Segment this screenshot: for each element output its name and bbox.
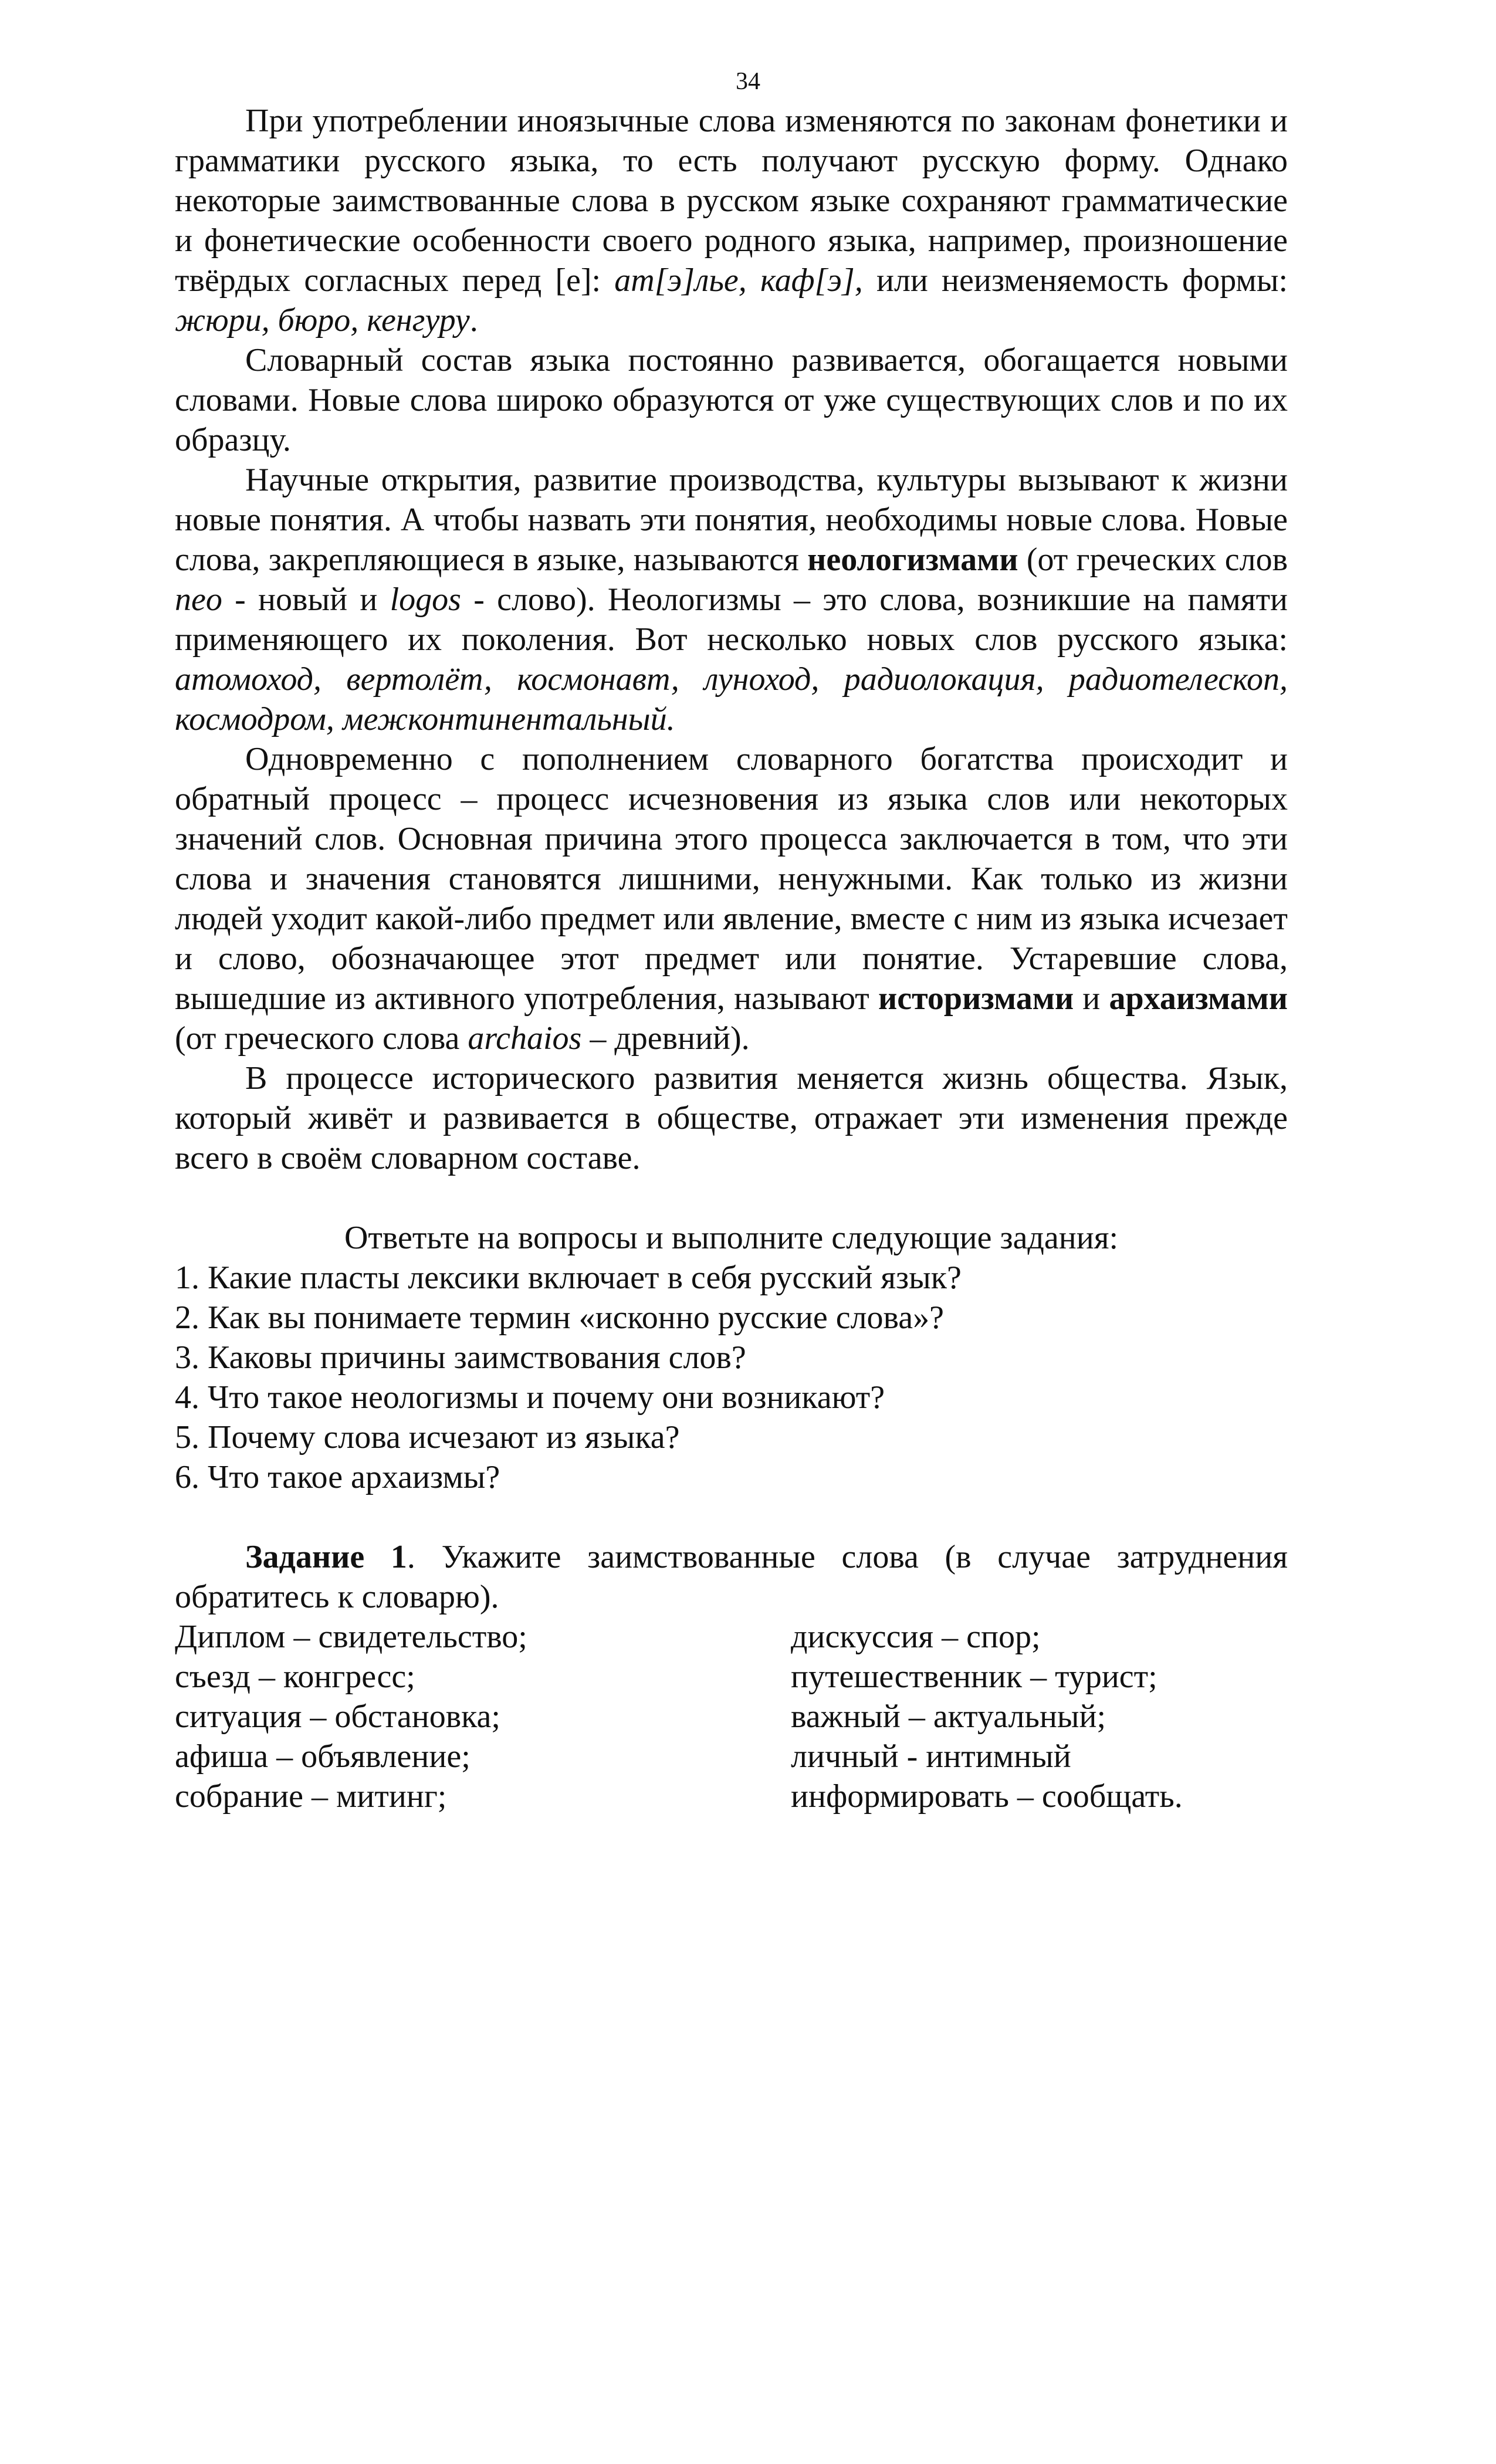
word-pair: важный – актуальный;	[791, 1698, 1106, 1735]
paragraph-borrowed-words	[175, 101, 1288, 340]
italic-term: logos	[390, 581, 461, 618]
page-number: 34	[736, 68, 760, 95]
text-run: Одновременно с пополнением словарного богатства происходит и обратный процесс – процесс исчезновения из языка слов или некоторых значений слов. Основная причина этого процесса заключается в том, что эти слова и значения становятся лишними, ненужными. Как только из жизни людей уходит какой-либо предмет или явление, вместе с ним из языка исчезает и слово, обозначающее этот предмет или понятие. Устаревшие слова, вышедшие из активного употребления, называют	[175, 741, 1288, 1017]
word-pair: личный - интимный	[791, 1738, 1071, 1775]
word-pair: афиша – объявление;	[175, 1738, 471, 1775]
word-pair: дискуссия – спор;	[791, 1619, 1041, 1655]
question-item: 4. Что такое неологизмы и почему они возникают?	[175, 1379, 885, 1416]
text-run: - новый и	[222, 581, 390, 618]
word-pair: Диплом – свидетельство;	[175, 1619, 527, 1655]
italic-example-list: атомоход, вертолёт, космонавт, луноход, радиолокация, радиотелескоп, космодром, межконтинентальный.	[175, 661, 1288, 737]
text-run: или неизменяемость формы:	[862, 262, 1288, 299]
question-item: 6. Что такое архаизмы?	[175, 1459, 500, 1495]
italic-term: archaios	[468, 1020, 582, 1057]
text-run: . Укажите заимствованные слова (в случае затруднения обратитесь к словарю).	[175, 1539, 1288, 1615]
term-historisms: историзмами	[878, 980, 1074, 1017]
paragraph-historical-development: В процессе исторического развития меняется жизнь общества. Язык, который живёт и развивается в обществе, отражает эти изменения прежде всего в своём словарном составе.	[175, 1060, 1288, 1176]
word-pair: съезд – конгресс;	[175, 1659, 415, 1695]
paragraph-vocabulary-development: Словарный состав языка постоянно развивается, обогащается новыми словами. Новые слова широко образуются от уже существующих слов и по их образцу.	[175, 342, 1288, 458]
term-neologisms: неологизмами	[807, 541, 1018, 578]
task-1-label: Задание 1	[245, 1539, 407, 1575]
word-pair: ситуация – обстановка;	[175, 1698, 500, 1735]
questions-title: Ответьте на вопросы и выполните следующие задания:	[344, 1220, 1119, 1256]
word-pair: собрание – митинг;	[175, 1778, 447, 1815]
term-archaisms: архаизмами	[1109, 980, 1288, 1017]
text-run: и	[1074, 980, 1109, 1017]
question-item: 5. Почему слова исчезают из языка?	[175, 1419, 680, 1456]
text-run: (от греческого слова	[175, 1020, 468, 1057]
task-1-word-list	[175, 1617, 1288, 1816]
italic-example: жюри, бюро, кенгуру	[175, 302, 470, 339]
page-content	[175, 101, 1288, 1816]
italic-example: ат[э]лье, каф[э],	[614, 262, 863, 299]
text-run: .	[469, 302, 478, 339]
word-pair: информировать – сообщать.	[791, 1778, 1183, 1815]
text-run: - слово). Неологизмы – это слова, возникшие на памяти применяющего их поколения. Вот несколько новых слов русского языка:	[175, 581, 1288, 658]
text-run: Научные открытия, развитие производства, культуры вызывают к жизни новые понятия. А чтобы назвать эти понятия, необходимы новые слова. Новые слова, закрепляющиеся в языке, называются	[175, 462, 1288, 578]
task-1-instruction	[175, 1537, 1288, 1617]
text-run: – древний).	[581, 1020, 750, 1057]
paragraph-neologisms	[175, 460, 1288, 739]
italic-term: neo	[175, 581, 222, 618]
question-item: 2. Как вы понимаете термин «исконно русские слова»?	[175, 1299, 944, 1336]
word-pair: путешественник – турист;	[791, 1659, 1157, 1695]
question-item: 1. Какие пласты лексики включает в себя русский язык?	[175, 1260, 962, 1296]
paragraph-archaisms	[175, 739, 1288, 1058]
question-item: 3. Каковы причины заимствования слов?	[175, 1339, 746, 1376]
text-run: (от греческих слов	[1018, 541, 1288, 578]
text-run: При употреблении иноязычные слова изменяются по законам фонетики и грамматики русского языка, то есть получают русскую форму. Однако некоторые заимствованные слова в русском языке сохраняют грамматические и фонетические особенности своего родного языка, например, произношение твёрдых согласных перед [е]:	[175, 103, 1288, 299]
